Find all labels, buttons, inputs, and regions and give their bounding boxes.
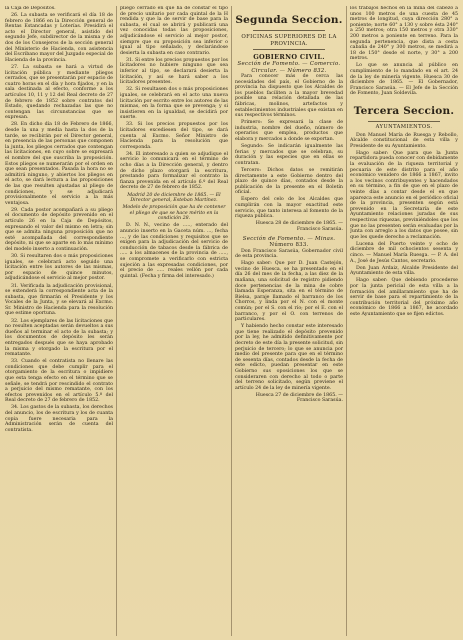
paragraph: Don Manuel María de Ruesga y Rebollo, Alcalde constitucional de esta villa y Presidente de su Ayuntamiento. bbox=[350, 132, 458, 149]
column-2 bbox=[120, 6, 228, 636]
signature: Huesca 28 de diciembre de 1865. — Francisco Sarasúa. bbox=[255, 221, 343, 232]
paragraph: 28. En dicho día 18 de Febrero de 1866, desde la una y media hasta la dos de la tarde, se recibirán por el Director general, en presencia de las personas que componen la junta, los pliegos cerrados que contengan las licitaciones, en cuyo sobre se expresará el nombre del que suscriba la proposición. Estos pliegos se numerarán por el orden en que sean presentados. Pasada la hora no se admitirá ninguno, y abiertos los pliegos en el acto, se dará lectura a las proposiciones de las que resulten ajustadas al pliego de condiciones, y se adjudicará provisionalmente el servicio a la más ventajosa. bbox=[5, 122, 113, 206]
paragraph: Primero: Se expresará la clase de industria, nombre del dueño, número de operarios que emplea, productos que elabora y mercados a donde se exportan. bbox=[235, 120, 343, 143]
divider-line bbox=[368, 121, 440, 122]
paragraph: Lo que se anuncia al público en cumplimiento de lo mandado en el art. 24 de la ley de minería vigente. Huesca 30 de diciembre de 1865. — El Gobernador, Francisco Sarasúa. — El Jefe de la Sección de Fomento, Juan Soldevila. bbox=[350, 63, 458, 97]
column-divider bbox=[116, 6, 117, 636]
paragraph: 32. Si resultasen dos o más proposiciones iguales, se celebrará en el acto una nueva licitación por escrito entre los autores de las mismas, en la forma que se prevenga; y si insistieren en la igualdad, se decidirá por suerte. bbox=[120, 87, 228, 121]
columns bbox=[5, 6, 458, 636]
paragraph: 33. Cuando el contratista no llenare las condiciones que debe cumplir para el otorgamiento de la escritura o impidiere que esta tenga efecto en el término que se señale, se tendrá por rescindido el contrato a perjuicio del mismo rematante, con los efectos prevenidos en el artículo 5.º del Real decreto de 27 de febrero de 1852. bbox=[5, 359, 113, 404]
paragraph: 30. Si resultaren dos o más proposiciones iguales, se celebrará acto seguido una licitación entre los autores de las mismas, por espacio de quince minutos, adjudicándose el servicio al mejor postor. bbox=[5, 254, 113, 282]
paragraph: 26. La subasta se verificará el día 18 de febrero de 1866 en la Dirección general de Rentas Estancadas y Loterías. Presidirá el acto el Director general, asistido del segundo Jefe, subdirector de la misma y de dos de los Consejeros de la sección general del Ministerio de Hacienda, con asistencia del Escribano mayor del Juzgado especial de Hacienda de la provincia. bbox=[5, 13, 113, 63]
number-heading: Número 833. bbox=[269, 242, 309, 249]
paragraph: D. N. N., vecino de ....., enterado del anuncio inserto en la Gaceta núm. ..., fecha ..., y de las condiciones y requisitos que se exigen para la adjudicación del servicio de conducción de tabacos desde la fábrica de ..... a los almacenes de la provincia de ....., se compromete a verificarlo con estricta sujeción a las expresadas condiciones, por el precio de ..... reales vellón por cada quintal. (Fecha y firma del interesado.) bbox=[120, 223, 228, 279]
dept-heading: Sección de Fomento. — Comercio. Circular. — Número 832. bbox=[237, 61, 341, 74]
paragraph: Don Juan Ardaiz, Alcalde Presidente del Ayuntamiento de esta villa. bbox=[350, 265, 458, 277]
section-title: Tercera Seccion. bbox=[353, 105, 455, 117]
paragraph: los trabajos hechos en la mina del cabezo a unos 100 metros de una cuesta de 45 metros de longitud, cuya dirección 280° a poniente; norte 60° a 130 y sobre ésta 240° a 250 metros; otra 150 metros y otra 330° 200 metros a poniente en terreno. Para la segunda pertenencia, que dista a cesta cabaña de 240° y 300 metros, se medirá a 18 de 150° desde el norte, y 30° a 200 metros. bbox=[350, 6, 458, 62]
paragraph: 32. Los ejemplares de las licitaciones que no resulten aceptadas serán devueltos a sus dueños al terminar el acto de la subasta; y los documentos de depósito les serán entregados después que se haya aprobado la misma y otorgado la escritura por el rematante. bbox=[5, 318, 113, 358]
paragraph: 33. Si los precios propuestos por los licitadores excediesen del tipo, se dará cuenta al Excmo. Señor Ministro de Hacienda para la resolución que corresponda. bbox=[120, 122, 228, 150]
paragraph: Hago saber: Que por D. Juan Castejón, vecino de Huesca, se ha presentado en el día 26 del mes de la fecha, a las diez de la mañana, una solicitud de registro pidiendo doce pertenencias de la mina de cobre llamada Esperanza, sita en el término de Bielsa, paraje llamado el barranco de los Chorros, y linda por el N. con el monte común; por el S. con el río; por el E. con el barranco, y por el O. con terrenos de particulares. bbox=[235, 261, 343, 323]
paragraph: Espero del celo de los Alcaldes que cumplirán con la mayor exactitud este servicio, que tanto interesa al fomento de la riqueza pública. bbox=[235, 197, 343, 220]
column-3 bbox=[235, 6, 343, 636]
paragraph: 29. Cada postor acompañará a su pliego el documento de depósito prevenido en el artículo 26 en la Caja de Depósitos, expresando el valor del mismo en letra; sin que se admita ninguna proposición que no esté acompañada del correspondiente depósito, ni que se aparte en lo más mínimo del modelo inserto a continuación. bbox=[5, 207, 113, 252]
paragraph: 34. Los gastos de la subasta, los derechos del anuncio, los de escritura y los de cuanta copia fuere necesaria para la Administración serán de cuenta del contratista. bbox=[5, 405, 113, 433]
model-heading: Modelo de proposición que ha de contener el pliego de que se hace mérito en la condición 28. bbox=[122, 205, 226, 222]
column-1 bbox=[5, 6, 113, 636]
column-4 bbox=[350, 6, 458, 636]
column-divider bbox=[346, 6, 347, 636]
gov-heading: GOBIERNO CIVIL. bbox=[253, 53, 325, 61]
paragraph: 27. La subasta se hará a virtud de licitación pública y mediante pliegos cerrados, que se presentarán por espacio de cuatro horas en el día y hora fijados, y en la sala destinada al efecto, conforme a los artículos 10, 11 y 12 del Real decreto de 27 de febrero de 1852 sobre contratos del Estado, quedando rechazadas las que no contengan las circunstancias que se expresan. bbox=[5, 64, 113, 121]
signature: Huesca 27 de diciembre de 1865. — Francisco Sarasúa. bbox=[255, 392, 343, 404]
ayuntamientos-heading: AYUNTAMIENTOS. bbox=[375, 124, 433, 130]
paragraph: Hago saber: Que debiendo procederse por la junta pericial de esta villa a la formación del amillaramiento que ha de servir de base para el repartimiento de la contribución territorial del próximo año económico de 1866 a 1867, he acordado este Ayuntamiento que se fijen edictos. bbox=[350, 278, 458, 317]
paragraph: Segundo: Se indicarán igualmente las ferias y mercados que se celebran, su duración y las especies que en ellas se contratan. bbox=[235, 144, 343, 166]
paragraph: pliego cerrado en que ha de constar el tipo de precio unitario por cada quintal de la H rendida y que la de servir de base para la subasta, el cual se abrirá y publicará una vez conocidas todas las proposiciones, adjudicándose el servicio al mejor postor, siempre que su proposición sea inferior o igual al tipo señalado, y declarándose desierta la subasta en caso contrario. bbox=[120, 6, 228, 56]
paragraph: la Caja de Depósitos. bbox=[5, 6, 56, 11]
column-divider bbox=[231, 6, 232, 636]
section-title: Segunda Seccion. bbox=[235, 14, 343, 26]
divider-line bbox=[253, 30, 325, 31]
divider-line bbox=[253, 49, 325, 50]
paragraph: 31. Si entre los precios propuestos por los licitadores no hubiere ninguno que sea inferior al tipo, se declarará desierta la licitación, y así se hará saber a los licitadores presentes. bbox=[120, 57, 228, 86]
paragraph: Y habiendo hecho constar este interesado que tiene realizado el depósito prevenido por la ley, he admitido definitivamente por decreto de este día la presente solicitud, sin perjuicio de tercero; lo que se anuncia por medio del presente para que en el término de sesenta días, contados desde la fecha de este edicto, puedan presentar en este Gobierno sus oposiciones los que se consideraren con derecho al todo o parte del terreno solicitado, según previene el artículo 24 de la ley de minería vigente. bbox=[235, 324, 343, 391]
dept-heading: Sección de Fomento. — Minas. bbox=[242, 235, 336, 242]
paragraph: Don Francisco Sarasúa, Gobernador civil de esta provincia. bbox=[235, 248, 343, 260]
paragraph: Para conocer más de cerca las necesidades del país, el Gobierno de la provincia ha dispuesto que los Alcaldes de los pueblos faciliten a la mayor brevedad posible una relación detallada de las fábricas, molinos, artefactos y establecimientos industriales que existan en sus respectivos términos. bbox=[235, 74, 343, 119]
paragraph: 34. El interesado a quien se adjudique el servicio lo comunicará en el término de ocho días a la Dirección general, y dentro de dicho plazo otorgará la escritura, prestando para formalizar el contrato la fianza prevenida en el artículo 6.º del Real decreto de 27 de febrero de 1852. bbox=[120, 151, 228, 191]
paragraph: 31. Verificada la adjudicación provisional, se extenderá la correspondiente acta de la subasta, que firmarán el Presidente y los Vocales de la Junta, y se elevará al Excmo. Sr. Ministro de Hacienda para la resolución que estime oportuna. bbox=[5, 283, 113, 317]
office-heading: OFICINAS SUPERIORES DE LA PROVINCIA. bbox=[241, 34, 337, 47]
paragraph: Hago saber: Que para que la Junta repartidora pueda conocer con debidamente la evaluación de la riqueza territorial y pecuaria de este distrito para el año económico venidero de 1866 a 1867, invito a los vecinos contribuyentes y hacendados en su término, a fin de que en el plazo de veinte días a contar desde el en que aparezca este anuncio en el periódico oficial de la provincia, presenten según está prevenido en la Secretaría de este Ayuntamiento relaciones juradas de sus respectivas riquezas, previniéndoles que los que no las presenten serán evaluadas por la Junta con arreglo a los datos que posee, sin que les quede derecho a reclamación. bbox=[350, 150, 458, 240]
signature: Madrid 20 de diciembre de 1865. — El Director general, Esteban Martínez. bbox=[127, 192, 221, 204]
paragraph: Lucena del Puerto veinte y ocho de diciembre de mil ochocientos sesenta y cinco. — Manuel María Ruesga. — P. A. del A., José de Jesús Cantos, secretario. bbox=[350, 241, 458, 264]
paragraph: Tercero: Dichos datos se remitirán directamente a este Gobierno dentro del plazo de quince días, contados desde la publicación de la presente en el Boletín oficial. bbox=[235, 168, 343, 196]
